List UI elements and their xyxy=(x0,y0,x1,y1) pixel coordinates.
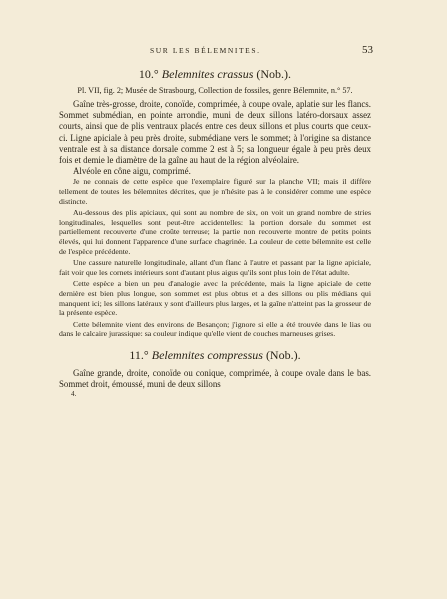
remark-paragraph: Cette bélemnite vient des environs de Besançon; j'ignore si elle a été trouvée dans le lias ou dans le calcaire jurassique: sa couleur indique qu'elle vient de couches marneuses grises. xyxy=(59,319,371,339)
alveole-paragraph: Alvéole en cône aigu, comprimé. xyxy=(73,166,191,177)
species-name: Belemnites compressus xyxy=(151,347,263,362)
species-heading-11 xyxy=(59,348,371,362)
description-paragraph: Gaîne grande, droite, conoïde ou conique, comprimée, à coupe ovale dans le bas. Sommet droit, émoussé, muni de deux sillons xyxy=(59,367,371,390)
remark-paragraph: Au-dessous des plis apiciaux, qui sont au nombre de six, on voit un grand nombre de stries longitudinales, lesquelles sont peut-être accidentelles: la portion dorsale du sommet est partiellement recouverte d'une croûte terreuse; la partie non recouverte montre de petits points élevés, qui lui donnent l'apparence d'une surface chagrinée. La couleur de cette bélemnite est celle de l'espèce précédente. xyxy=(59,208,371,256)
species-author: (Nob.). xyxy=(265,347,301,362)
plate-reference: Pl. VII, fig. 2; Musée de Strasbourg, Collection de fossiles, genre Bélemnite, n.° 57. xyxy=(77,86,353,95)
species-name: Belemnites crassus xyxy=(161,67,254,81)
species-heading-10 xyxy=(59,67,371,81)
page-number: 53 xyxy=(362,44,373,56)
page-body xyxy=(59,67,371,398)
species-author: (Nob.). xyxy=(256,67,292,81)
description-paragraph: Gaîne très-grosse, droite, conoïde, comprimée, à coupe ovale, aplatie sur les flancs. Sommet submédian, en pointe arrondie, muni de deux sillons latéro-dorsaux assez courts, ainsi que de plis ventraux placés entre ces deux sillons et plus courts que ceux-ci. Ligne apiciale à peu près droite, submédiane vers le sommet; à l'origine sa distance ventrale est à sa distance dorsale comme 2 est à 5; sa longueur égale à peu près deux fois et demie le diamètre de la gaîne au haut de la région alvéolaire. xyxy=(59,99,371,166)
remark-paragraph: Une cassure naturelle longitudinale, allant d'un flanc à l'autre et passant par la ligne apiciale, fait voir que les cornets intérieurs sont d'autant plus aigus qu'ils sont plus loin de l'état adulte. xyxy=(59,258,371,277)
species-number: 10.° xyxy=(138,67,159,81)
signature-mark: 4. xyxy=(71,390,77,399)
remark-paragraph: Cette espèce a bien un peu d'analogie avec la précédente, mais la ligne apiciale de cette dernière est bien plus longue, son sommet est plus obtus et a des sillons ou plis médians qui manquent ici; les sillons latéraux y sont d'ailleurs plus larges, et la gaîne n'atteint pas la grosseur de la présente espèce. xyxy=(59,279,371,318)
species-number: 11.° xyxy=(129,347,149,362)
running-head: SUR LES BÉLEMNITES. xyxy=(150,46,261,55)
remark-paragraph: Je ne connais de cette espèce que l'exemplaire figuré sur la planche VII; mais il diffère tellement de toutes les bélemnites décrites, que je n'hésite pas à le considérer comme une espèce distincte. xyxy=(59,177,371,206)
